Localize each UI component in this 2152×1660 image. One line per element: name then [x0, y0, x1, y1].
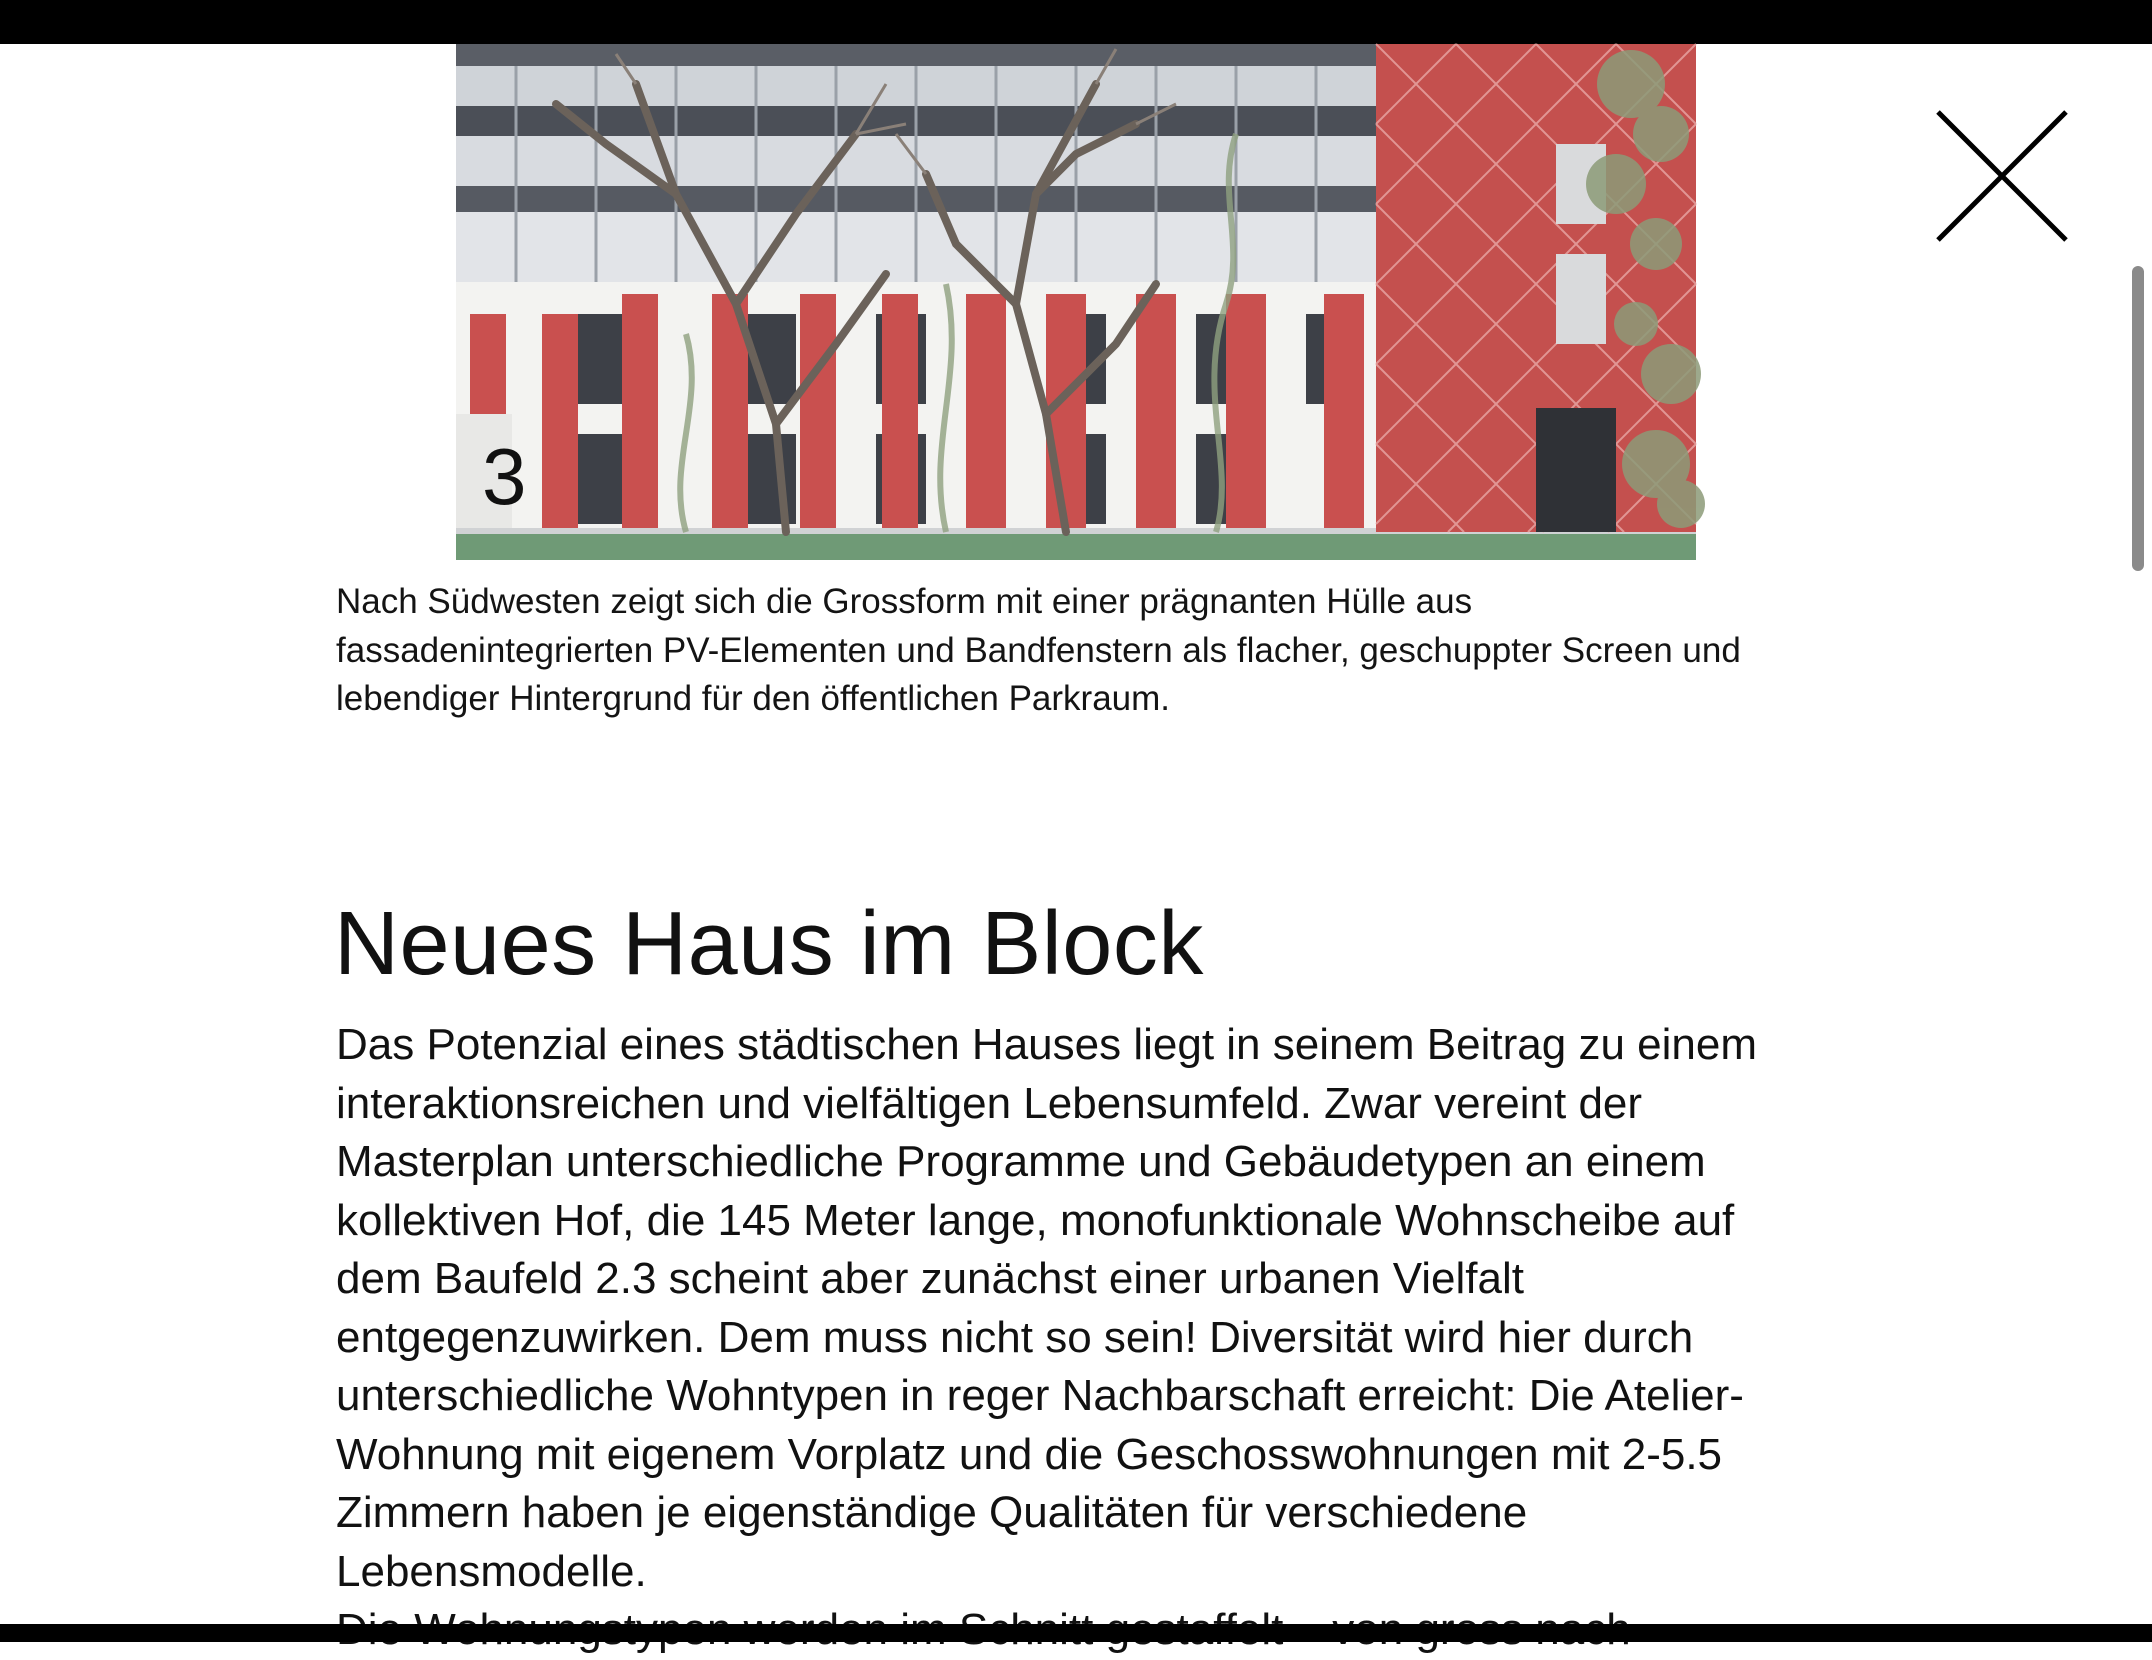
building-number-sign: 3 — [482, 432, 527, 521]
top-system-bar — [0, 0, 2152, 44]
section-body — [336, 1016, 1816, 1624]
bottom-system-bar — [0, 1624, 2152, 1642]
section-paragraph: Das Potenzial eines städtischen Hauses liegt in seinem Beitrag zu einem interaktionsreichen und vielfältigen Lebensumfeld. Zwar vereint der Masterplan unterschiedliche Programme und Gebäudetypen an einem kollektiven Hof, die 145 Meter lange, monofunktionale Wohnscheibe auf dem Baufeld 2.3 scheint aber zunächst einer urbanen Vielfalt entgegenzuwirken. Dem muss nicht so sein! Diversität wird hier durch unterschiedliche Wohntypen in reger Nachbarschaft erreicht: Die Atelier-Wohnung mit eigenem Vorplatz und die Geschosswohnungen mit 2-5.5 Zimmern haben je eigenständige Qualitäten für verschiedene Lebensmodelle. — [336, 1020, 1757, 1596]
hero-image — [456, 44, 1696, 560]
close-icon — [1930, 104, 2074, 248]
facade-model-illustration — [456, 44, 1696, 560]
scrollbar-thumb[interactable] — [2132, 266, 2144, 571]
close-button[interactable] — [1930, 104, 2074, 248]
section-title: Neues Haus im Block — [334, 894, 1204, 994]
image-caption: Nach Südwesten zeigt sich die Grossform mit einer prägnanten Hülle aus fassadenintegrierten PV-Elementen und Bandfenstern als flacher, geschuppter Screen und lebendiger Hintergrund für den öffentlichen Parkraum. — [336, 582, 1741, 718]
